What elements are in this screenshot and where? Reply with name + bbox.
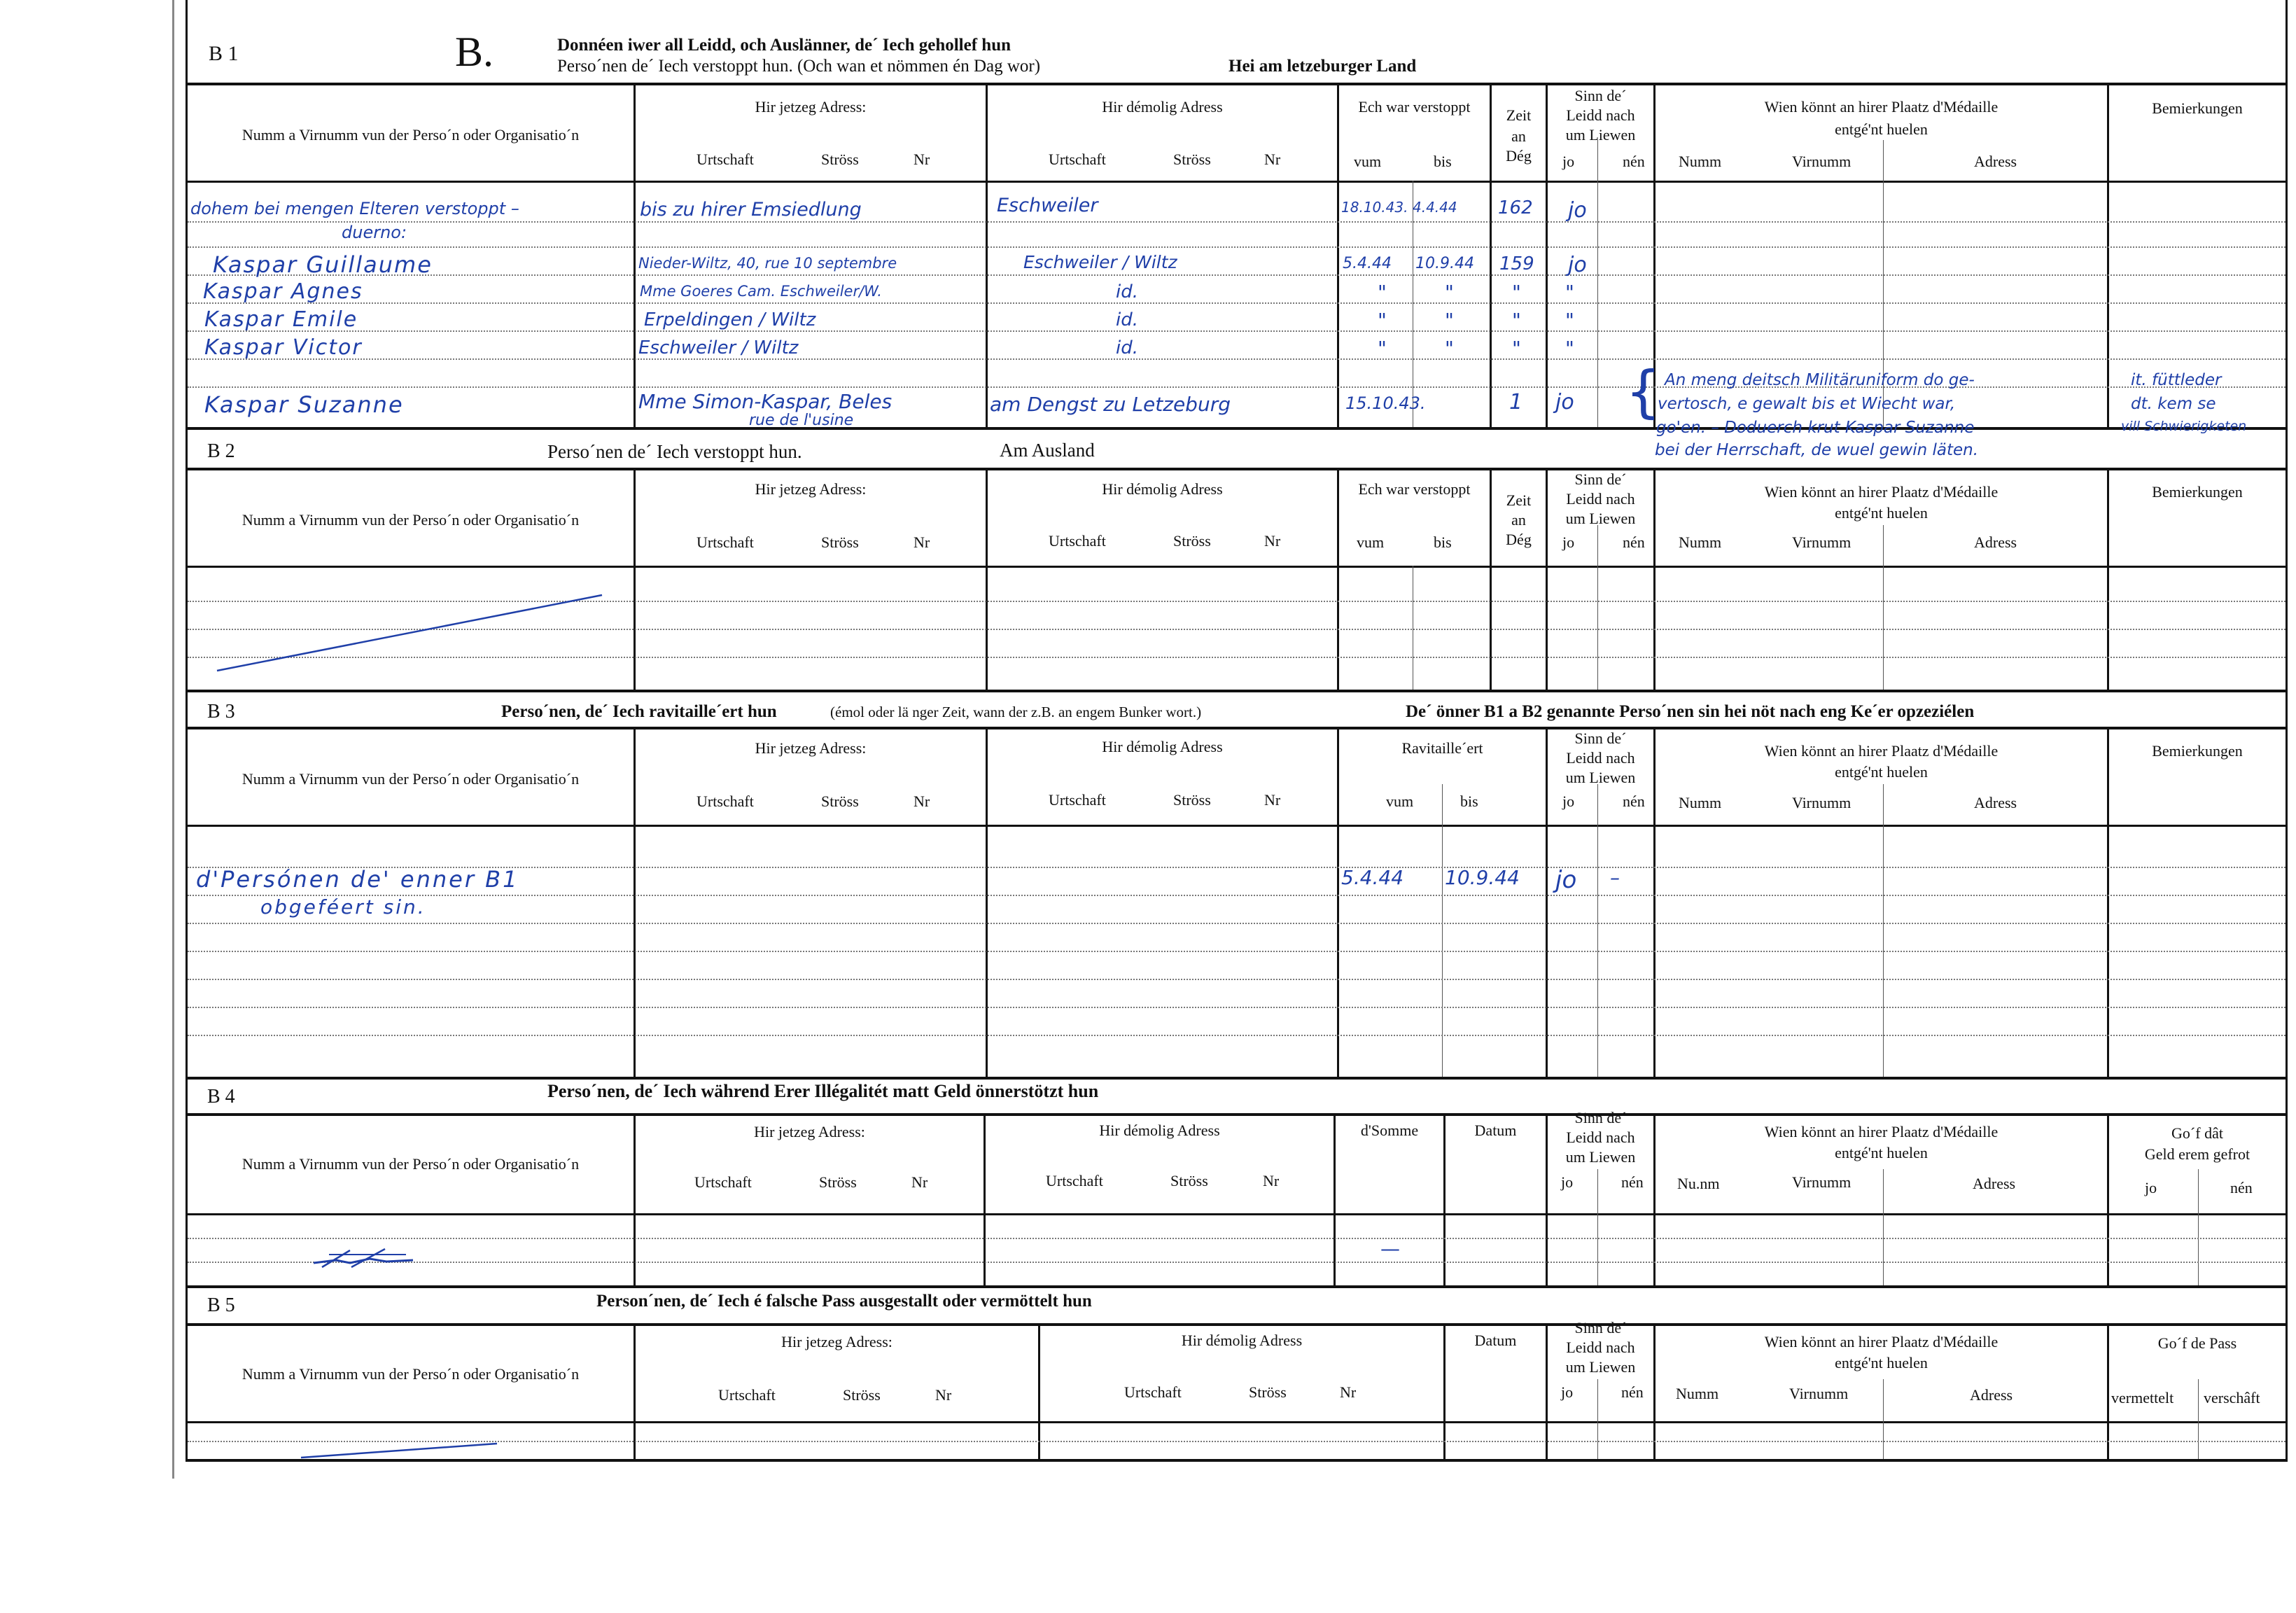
b1-remark-2: vertosch, e gewalt bis et Wiecht war, bbox=[1658, 395, 1956, 413]
col-name: Numm a Virnumm vun der Perso´n oder Organisatio´n bbox=[241, 511, 580, 529]
b1-r6-current: Mme Simon-Kaspar, Beles bbox=[638, 390, 892, 413]
col-medal-name: Numm bbox=[1679, 533, 1722, 551]
col-medal-1: Wien könnt an hirer Plaatz d'Médaille bbox=[1764, 742, 1998, 760]
col-no: nén bbox=[1623, 153, 1645, 170]
col-suffered-3: um Liewen bbox=[1565, 1148, 1636, 1166]
col-suffered-3: um Liewen bbox=[1565, 126, 1636, 144]
b1-r6-yes: jo bbox=[1555, 390, 1574, 414]
ditto-mark: " bbox=[1512, 337, 1521, 360]
col-suffered-1: Sinn de´ bbox=[1574, 1319, 1627, 1336]
col-number: Nr bbox=[1263, 1172, 1280, 1189]
col-number: Nr bbox=[1264, 791, 1281, 809]
col-medal-name: Numm bbox=[1679, 153, 1722, 170]
col-medal-name: Numm bbox=[1679, 794, 1722, 811]
b1-r6-former: am Dengst zu Letzeburg bbox=[990, 393, 1231, 416]
col-suffered-2: Leidd nach bbox=[1566, 1129, 1635, 1146]
col-medal-first: Virnumm bbox=[1789, 1385, 1849, 1402]
b1-r4-former: id. bbox=[1116, 309, 1138, 330]
col-suffered-3: um Liewen bbox=[1565, 769, 1636, 786]
col-yes: jo bbox=[1561, 1173, 1574, 1191]
col-remarks: Bemierkungen bbox=[2152, 742, 2243, 760]
section-code-b3: B 3 bbox=[207, 701, 235, 722]
col-former-address: Hir démolig Adress bbox=[1102, 98, 1223, 116]
col-street: Ströss bbox=[1173, 532, 1211, 550]
col-time-3: Dég bbox=[1506, 147, 1532, 165]
col-time-1: Zeit bbox=[1506, 106, 1532, 124]
b1-r2-current: Nieder-Wiltz, 40, rue 10 septembre bbox=[638, 255, 897, 272]
b4-title: Perso´nen, de´ Iech während Erer Illégalitét matt Geld önnerstötzt hun bbox=[547, 1081, 1099, 1101]
col-number: Nr bbox=[935, 1386, 952, 1404]
col-street: Ströss bbox=[1173, 791, 1211, 809]
section-code-b5: B 5 bbox=[207, 1294, 235, 1316]
col-medal-address: Adress bbox=[1974, 533, 2017, 551]
b1-r2-from: 5.4.44 bbox=[1343, 255, 1392, 272]
col-no: nén bbox=[1621, 1383, 1644, 1401]
col-street: Ströss bbox=[821, 792, 859, 810]
col-from: vum bbox=[1354, 153, 1382, 170]
col-medal-2: entgé'nt huelen bbox=[1835, 504, 1928, 522]
col-former-address: Hir démolig Adress bbox=[1181, 1332, 1303, 1349]
col-medal-first: Virnumm bbox=[1792, 533, 1851, 551]
b1-remark-2b: dt. kem se bbox=[2131, 395, 2216, 413]
col-yes: jo bbox=[1562, 533, 1575, 551]
b1-remark-1b: it. füttleder bbox=[2131, 371, 2222, 389]
b1-r6-name: Kaspar Suzanne bbox=[204, 391, 404, 418]
col-time-2: an bbox=[1511, 511, 1526, 529]
col-locality: Urtschaft bbox=[696, 151, 754, 168]
b3-title: Perso´nen, de´ Iech ravitaille´ert hun bbox=[501, 702, 777, 721]
col-medal-2: entgé'nt huelen bbox=[1835, 763, 1928, 781]
col-hidden: Ech war verstoppt bbox=[1358, 480, 1471, 498]
col-current-address: Hir jetzeg Adress: bbox=[755, 98, 867, 116]
col-yes: jo bbox=[1562, 792, 1575, 810]
header-title-line2: Perso´nen de´ Iech verstoppt hun. (Och wan et nömmen én Dag wor) bbox=[557, 57, 1041, 76]
col-time-1: Zeit bbox=[1506, 491, 1532, 509]
b1-remark-3: go'en. – Doduerch krut Kaspar Suzanne bbox=[1656, 419, 1975, 437]
col-medal-first: Virnumm bbox=[1792, 1173, 1851, 1191]
b1-r6-current2: rue de l'usine bbox=[749, 412, 854, 429]
col-locality: Urtschaft bbox=[1046, 1172, 1103, 1189]
b1-r5-former: id. bbox=[1116, 337, 1138, 358]
ditto-mark: " bbox=[1565, 281, 1574, 304]
col-name: Numm a Virnumm vun der Perso´n oder Organisatio´n bbox=[241, 770, 580, 788]
col-current-address: Hir jetzeg Adress: bbox=[755, 739, 867, 757]
col-locality: Urtschaft bbox=[718, 1386, 776, 1404]
b2-title: Perso´nen de´ Iech verstoppt hun. bbox=[547, 441, 802, 462]
section-code-b4: B 4 bbox=[207, 1086, 235, 1108]
col-from: vum bbox=[1386, 792, 1414, 810]
col-locality: Urtschaft bbox=[694, 1173, 752, 1191]
b3-title-right: De´ önner B1 a B2 genannte Perso´nen sin hei nöt nach eng Ke´er opzeziélen bbox=[1406, 702, 1975, 721]
b3-no: – bbox=[1610, 866, 1620, 889]
b1-r1-name: dohem bei mengen Elteren verstoppt – bbox=[190, 199, 519, 218]
col-medal-name: Nu.nm bbox=[1677, 1175, 1720, 1192]
b1-r3-former: id. bbox=[1116, 281, 1138, 302]
col-locality: Urtschaft bbox=[696, 792, 754, 810]
col-time-2: an bbox=[1511, 127, 1526, 145]
b5-title: Person´nen, de´ Iech é falsche Pass ausgestallt oder vermöttelt hun bbox=[596, 1292, 1092, 1311]
b1-remark-4: bei der Herrschaft, de wuel gewin läten. bbox=[1655, 441, 1979, 459]
b1-r2-name: Kaspar Guillaume bbox=[213, 251, 433, 278]
col-number: Nr bbox=[1264, 151, 1281, 168]
section-code-b2: B 2 bbox=[207, 440, 235, 462]
col-suffered-3: um Liewen bbox=[1565, 1358, 1636, 1376]
col-medal-1: Wien könnt an hirer Plaatz d'Médaille bbox=[1764, 98, 1998, 116]
b1-r2-former: Eschweiler / Wiltz bbox=[1023, 252, 1177, 272]
b1-r1-yes: jo bbox=[1568, 198, 1587, 223]
col-procured: verschâft bbox=[2204, 1389, 2260, 1406]
col-medal-name: Numm bbox=[1676, 1385, 1719, 1402]
b3-yes: jo bbox=[1555, 866, 1577, 894]
col-number: Nr bbox=[911, 1173, 928, 1191]
col-gave-1: Go´f dât bbox=[2171, 1124, 2223, 1142]
header-title-right: Hei am letzeburger Land bbox=[1228, 57, 1417, 76]
col-medal-address: Adress bbox=[1973, 1175, 2016, 1192]
ditto-mark: " bbox=[1445, 309, 1454, 332]
col-medal-1: Wien könnt an hirer Plaatz d'Médaille bbox=[1764, 1123, 1998, 1140]
col-street: Ströss bbox=[821, 151, 859, 168]
col-current-address: Hir jetzeg Adress: bbox=[754, 1123, 865, 1140]
col-current-address: Hir jetzeg Adress: bbox=[781, 1333, 892, 1350]
b1-r2-days: 159 bbox=[1499, 253, 1534, 274]
col-date: Datum bbox=[1474, 1332, 1517, 1349]
col-medal-first: Virnumm bbox=[1792, 794, 1851, 811]
b1-remark-3b: vill Schwierigketen bbox=[2121, 419, 2247, 434]
col-medal-address: Adress bbox=[1970, 1386, 2013, 1404]
col-street: Ströss bbox=[1249, 1383, 1287, 1401]
col-medal-address: Adress bbox=[1974, 153, 2017, 170]
col-suffered-2: Leidd nach bbox=[1566, 1339, 1635, 1356]
b3-from: 5.4.44 bbox=[1341, 866, 1404, 889]
col-suffered-3: um Liewen bbox=[1565, 510, 1636, 527]
b1-r3-name: Kaspar Agnes bbox=[203, 279, 363, 304]
col-former-address: Hir démolig Adress bbox=[1102, 480, 1223, 498]
strike-line bbox=[294, 1437, 504, 1465]
b1-r2-yes: jo bbox=[1568, 253, 1587, 277]
col-locality: Urtschaft bbox=[696, 533, 754, 551]
col-name: Numm a Virnumm vun der Perso´n oder Organisatio´n bbox=[241, 126, 580, 144]
col-medal-2: entgé'nt huelen bbox=[1835, 120, 1928, 138]
col-yes: jo bbox=[1561, 1383, 1574, 1401]
b1-r1-former: Eschweiler bbox=[997, 195, 1098, 216]
b1-r4-current: Erpeldingen / Wiltz bbox=[644, 309, 816, 330]
b1-remark-1: An meng deitsch Militäruniform do ge- bbox=[1665, 371, 1975, 389]
b1-r1-to: 4.4.44 bbox=[1413, 199, 1457, 216]
b1-r4-name: Kaspar Emile bbox=[204, 307, 358, 332]
col-pass: Go´f de Pass bbox=[2157, 1334, 2237, 1352]
col-street: Ströss bbox=[819, 1173, 857, 1191]
col-street: Ströss bbox=[821, 533, 859, 551]
section-code-b1: B 1 bbox=[209, 42, 239, 65]
b3-title-paren: (émol oder lä nger Zeit, wann der z.B. an engem Bunker wort.) bbox=[830, 704, 1202, 720]
col-medal-address: Adress bbox=[1974, 794, 2017, 811]
col-name: Numm a Virnumm vun der Perso´n oder Organisatio´n bbox=[241, 1155, 580, 1173]
col-medal-2: entgé'nt huelen bbox=[1835, 1354, 1928, 1371]
col-sum: d'Somme bbox=[1360, 1122, 1419, 1139]
ditto-mark: " bbox=[1378, 309, 1387, 332]
b1-r1-current: bis zu hirer Emsiedlung bbox=[640, 199, 862, 221]
ditto-mark: " bbox=[1512, 281, 1521, 304]
b4-dash: — bbox=[1380, 1237, 1400, 1260]
b1-r1-from: 18.10.43. bbox=[1341, 199, 1408, 216]
col-former-address: Hir démolig Adress bbox=[1102, 738, 1223, 755]
col-no: nén bbox=[1621, 1173, 1644, 1191]
col-number: Nr bbox=[913, 533, 930, 551]
b3-name-1: d'Persónen de' enner B1 bbox=[196, 866, 519, 893]
col-locality: Urtschaft bbox=[1124, 1383, 1182, 1401]
col-yes: jo bbox=[2145, 1179, 2157, 1196]
brace-mark: { bbox=[1625, 359, 1661, 424]
col-from: vum bbox=[1357, 533, 1385, 551]
b1-r1-days: 162 bbox=[1498, 197, 1533, 218]
col-street: Ströss bbox=[843, 1386, 881, 1404]
b1-r2-to: 10.9.44 bbox=[1415, 255, 1474, 272]
b1-r6-from: 15.10.43. bbox=[1345, 393, 1426, 413]
col-name: Numm a Virnumm vun der Perso´n oder Organisatio´n bbox=[241, 1365, 580, 1383]
col-no: nén bbox=[2230, 1179, 2253, 1196]
col-locality: Urtschaft bbox=[1049, 532, 1106, 550]
b1-r5-current: Eschweiler / Wiltz bbox=[638, 337, 799, 358]
col-number: Nr bbox=[1340, 1383, 1357, 1401]
col-suffered-2: Leidd nach bbox=[1566, 490, 1635, 508]
col-number: Nr bbox=[1264, 532, 1281, 550]
header-title-line1: Donnéen iwer all Leidd, och Auslänner, de´ Iech gehollef hun bbox=[557, 36, 1011, 55]
col-to: bis bbox=[1434, 533, 1452, 551]
ditto-mark: " bbox=[1565, 309, 1574, 332]
col-locality: Urtschaft bbox=[1049, 791, 1106, 809]
section-letter: B. bbox=[455, 29, 494, 75]
ditto-mark: " bbox=[1445, 337, 1454, 360]
col-number: Nr bbox=[913, 151, 930, 168]
b1-r3-current: Mme Goeres Cam. Eschweiler/W. bbox=[640, 283, 882, 300]
col-arranged: vermettelt bbox=[2111, 1389, 2174, 1406]
b1-r1-name2: duerno: bbox=[342, 223, 407, 242]
ditto-mark: " bbox=[1378, 281, 1387, 304]
col-hidden: Ech war verstoppt bbox=[1358, 98, 1471, 116]
col-street: Ströss bbox=[1173, 151, 1211, 168]
b1-r5-name: Kaspar Victor bbox=[204, 335, 363, 360]
col-supplied: Ravitaille´ert bbox=[1401, 739, 1483, 757]
col-suffered-1: Sinn de´ bbox=[1574, 729, 1627, 747]
col-gave-2: Geld erem gefrot bbox=[2144, 1145, 2250, 1163]
strike-line bbox=[210, 588, 616, 679]
ditto-mark: " bbox=[1565, 337, 1574, 360]
col-number: Nr bbox=[913, 792, 930, 810]
col-no: nén bbox=[1623, 792, 1645, 810]
col-yes: jo bbox=[1562, 153, 1575, 170]
col-current-address: Hir jetzeg Adress: bbox=[755, 480, 867, 498]
col-to: bis bbox=[1434, 153, 1452, 170]
col-no: nén bbox=[1623, 533, 1645, 551]
b2-title-right: Am Ausland bbox=[1000, 440, 1095, 461]
col-medal-1: Wien könnt an hirer Plaatz d'Médaille bbox=[1764, 483, 1998, 501]
col-time-3: Dég bbox=[1506, 531, 1532, 548]
col-remarks: Bemierkungen bbox=[2152, 483, 2243, 501]
col-suffered-1: Sinn de´ bbox=[1574, 1109, 1627, 1126]
col-medal-1: Wien könnt an hirer Plaatz d'Médaille bbox=[1764, 1333, 1998, 1350]
col-locality: Urtschaft bbox=[1049, 151, 1106, 168]
col-date: Datum bbox=[1474, 1122, 1517, 1139]
col-suffered-1: Sinn de´ bbox=[1574, 470, 1627, 488]
col-medal-first: Virnumm bbox=[1792, 153, 1851, 170]
col-remarks: Bemierkungen bbox=[2152, 99, 2243, 117]
ditto-mark: " bbox=[1445, 281, 1454, 304]
col-suffered-2: Leidd nach bbox=[1566, 106, 1635, 124]
b3-to: 10.9.44 bbox=[1445, 866, 1520, 889]
b3-name-2: obgeféert sin. bbox=[260, 895, 426, 919]
scribble-mark bbox=[308, 1239, 420, 1274]
col-street: Ströss bbox=[1170, 1172, 1208, 1189]
col-suffered-2: Leidd nach bbox=[1566, 749, 1635, 767]
col-suffered-1: Sinn de´ bbox=[1574, 87, 1627, 104]
ditto-mark: " bbox=[1378, 337, 1387, 360]
col-former-address: Hir démolig Adress bbox=[1099, 1122, 1220, 1139]
col-to: bis bbox=[1460, 792, 1478, 810]
col-medal-2: entgé'nt huelen bbox=[1835, 1144, 1928, 1161]
ditto-mark: " bbox=[1512, 309, 1521, 332]
b1-r6-days: 1 bbox=[1509, 390, 1523, 414]
